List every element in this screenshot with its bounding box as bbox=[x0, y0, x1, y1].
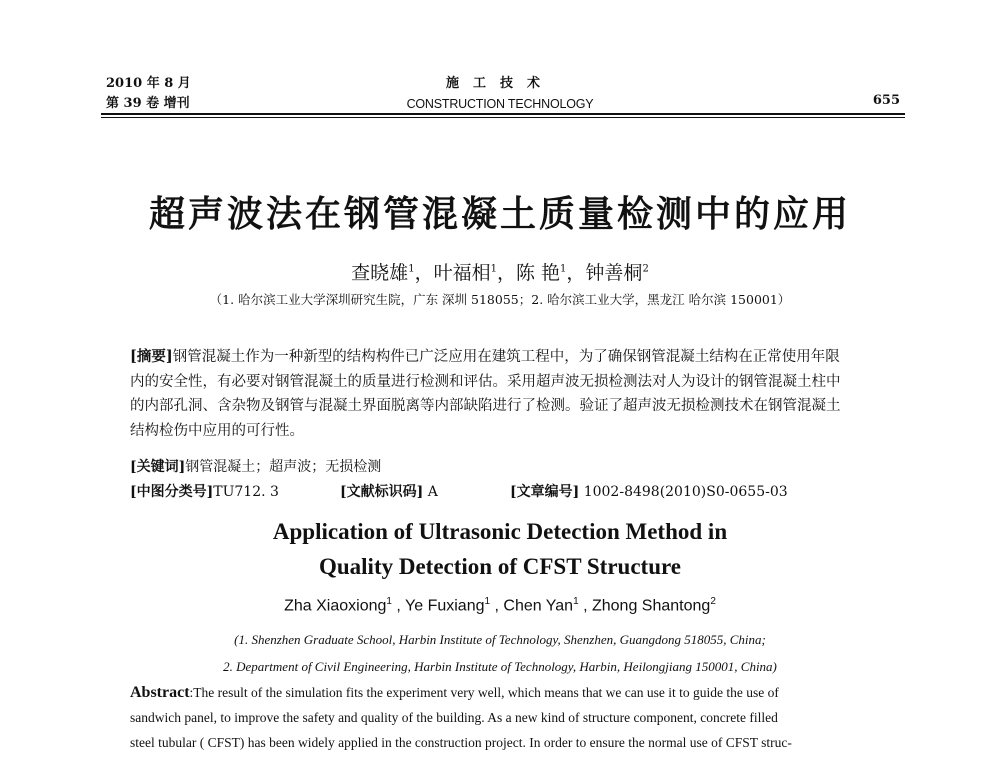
author-sup: 1 bbox=[408, 263, 415, 275]
keywords-text: 钢管混凝土；超声波；无损检测 bbox=[185, 459, 382, 475]
title-en-line: Application of Ultrasonic Detection Method in bbox=[272, 519, 728, 544]
abstract-cn-label: [摘要] bbox=[130, 348, 173, 365]
affiliation-en-line: (1. Shenzhen Graduate School, Harbin Institute of Technology, Shenzhen, Guangdong 518055, China; bbox=[234, 632, 766, 647]
abstract-en-line: sandwich panel, to improve the safety and quality of the building. As a new kind of structure component, concrete filled bbox=[130, 710, 778, 725]
abstract-cn-line: 结构检伤中应用的可行性。 bbox=[130, 422, 304, 439]
affiliation-en bbox=[0, 626, 1000, 680]
author-name: 叶福相 bbox=[433, 262, 491, 284]
author-sup: 1 bbox=[490, 263, 497, 275]
author-name: Zhong Shantong bbox=[591, 597, 711, 615]
issue-date: 2010 年 8 月 bbox=[106, 76, 191, 91]
header-rule-thick bbox=[101, 113, 905, 115]
paper-title-cn: 超声波法在钢管混凝土质量检测中的应用 bbox=[148, 193, 851, 235]
abstract-en bbox=[130, 680, 876, 755]
affiliation-cn: （1. 哈尔滨工业大学深圳研究生院，广东 深圳 518055；2. 哈尔滨工业大学，黑龙江 哈尔滨 150001） bbox=[209, 292, 791, 307]
author-name: 钟善桐 bbox=[585, 262, 643, 284]
classification-row bbox=[130, 481, 890, 501]
author-name: 查晓雄 bbox=[351, 262, 409, 284]
affiliation-en-line: 2. Department of Civil Engineering, Harbin Institute of Technology, Harbin, Heilongjiang 150001, China) bbox=[223, 659, 777, 674]
abstract-en-line: steel tubular ( CFST) has been widely applied in the construction project. In order to ensure the normal use of CFST struc- bbox=[130, 735, 792, 750]
journal-name bbox=[0, 74, 1000, 114]
author-sup: 1 bbox=[560, 263, 567, 275]
authors-en: Zha Xiaoxiong$^1$ , Ye Fuxiang$^1$ , Chen Yan$^1$ , Zhong Shantong$^2$ bbox=[284, 596, 716, 615]
abstract-cn bbox=[130, 345, 875, 443]
author-name: 陈 艳 bbox=[515, 262, 561, 284]
issue-volume: 第 39 卷 增刊 bbox=[106, 96, 190, 111]
author-name: Chen Yan bbox=[503, 597, 574, 615]
abstract-en-line: Abstract:The result of the simulation fits the experiment very well, which means that we can use it to guide the use of bbox=[130, 684, 779, 701]
author-sup: 2 bbox=[642, 263, 649, 275]
author-name: Zha Xiaoxiong bbox=[284, 597, 387, 615]
header-rule-thin bbox=[101, 117, 905, 118]
journal-name-cn: 施工技术 bbox=[445, 76, 554, 91]
keywords-label: [关键词] bbox=[130, 459, 186, 475]
abstract-cn-line: 的内部孔洞、含杂物及钢管与混凝土界面脱离等内部缺陷进行了检测。验证了超声波无损检测技术在钢管混凝土 bbox=[130, 398, 841, 414]
doc-code: [文献标识码] A bbox=[340, 484, 438, 500]
journal-name-en: CONSTRUCTION TECHNOLOGY bbox=[406, 97, 594, 111]
abstract-en-label: Abstract bbox=[130, 684, 190, 701]
clc-code: [中图分类号]TU712. 3 bbox=[130, 484, 279, 500]
article-number: [文章编号] 1002-8498(2010)S0-0655-03 bbox=[510, 484, 788, 500]
keywords bbox=[130, 456, 381, 476]
title-en-line: Quality Detection of CFST Structure bbox=[318, 554, 681, 579]
abstract-cn-line: 内的安全性，有必要对钢管混凝土的质量进行检测和评估。采用超声波无损检测法对人为设计的钢管混凝土柱中 bbox=[130, 373, 841, 390]
paper-title-en bbox=[0, 514, 1000, 584]
author-name: Ye Fuxiang bbox=[405, 597, 485, 615]
page-number: 655 bbox=[872, 93, 900, 108]
abstract-cn-line: [摘要]钢管混凝土作为一种新型的结构构件已广泛应用在建筑工程中，为了确保钢管混凝土结构在正常使用年限 bbox=[130, 348, 840, 365]
authors-cn: 查晓雄$^1$，叶福相$^1$，陈 艳$^1$，钟善桐$^2$ bbox=[351, 262, 649, 284]
